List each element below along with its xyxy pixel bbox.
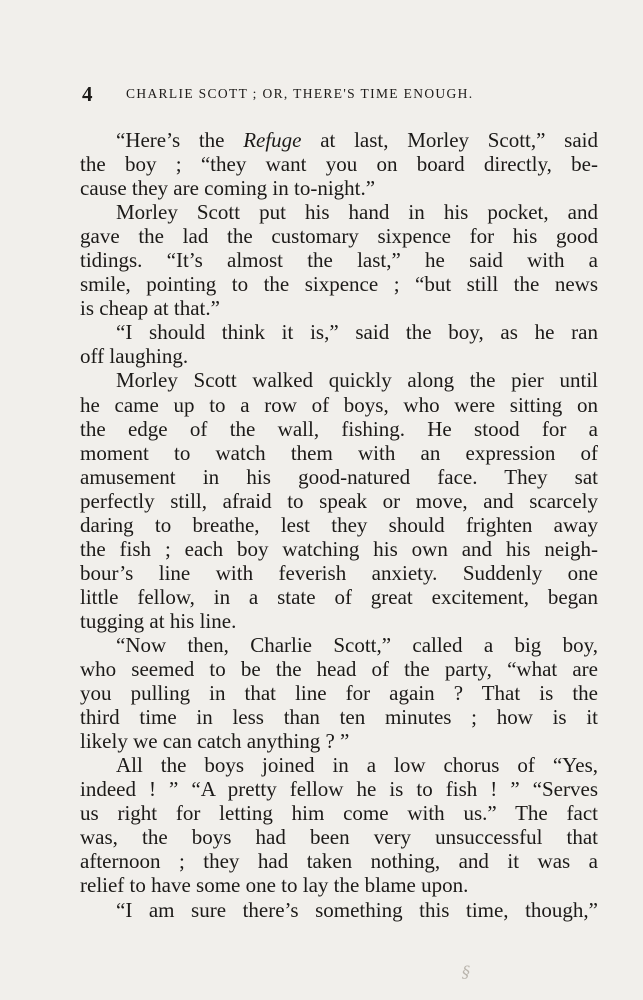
running-head: CHARLIE SCOTT ; OR, THERE'S TIME ENOUGH.	[126, 86, 474, 101]
text-line: “I should think it is,” said the boy, as he ran	[116, 320, 598, 345]
text-line: gave the lad the customary sixpence for his good	[80, 224, 598, 249]
text-line: the fish ; each boy watching his own and his neigh-	[80, 536, 598, 561]
text-line: who seemed to be the head of the party, “what are	[80, 657, 598, 682]
text-line: likely we can catch anything ? ”	[80, 729, 350, 754]
text-line: indeed ! ” “A pretty fellow he is to fish ! ” “Serves	[80, 777, 598, 802]
page-header	[82, 84, 602, 108]
text-line: you pulling in that line for again ? That is the	[80, 681, 598, 706]
text-line: Morley Scott put his hand in his pocket, and	[116, 200, 598, 225]
text-line: daring to breathe, lest they should frighten away	[80, 512, 598, 537]
text-line: the edge of the wall, fishing. He stood for a	[80, 416, 598, 441]
page-smudge-mark: §	[462, 962, 470, 981]
text-line: little fellow, in a state of great excitement, began	[80, 584, 598, 609]
text-line: amusement in his good-natured face. They sat	[80, 464, 598, 489]
text-line: “Now then, Charlie Scott,” called a big boy,	[116, 632, 598, 657]
text-line: off laughing.	[80, 344, 189, 369]
text-line: All the boys joined in a low chorus of “Yes,	[116, 753, 598, 778]
text-line: relief to have some one to lay the blame upon.	[80, 873, 469, 898]
text-line: tidings. “It’s almost the last,” he said with a	[80, 248, 598, 273]
text-line: he came up to a row of boys, who were sitting on	[80, 392, 598, 417]
text-line: “I am sure there’s something this time, though,”	[116, 897, 598, 922]
text-line: was, the boys had been very unsuccessful that	[80, 825, 598, 850]
text-line: us right for letting him come with us.” The fact	[80, 801, 598, 826]
text-line: tugging at his line.	[80, 608, 237, 633]
text-line: perfectly still, afraid to speak or move, and scarcely	[80, 488, 598, 513]
page-number: 4	[82, 82, 93, 106]
text-line: cause they are coming in to-night.”	[80, 176, 376, 201]
text-line: the boy ; “they want you on board directly, be-	[80, 152, 598, 177]
text-line: moment to watch them with an expression of	[80, 440, 598, 465]
text-line: afternoon ; they had taken nothing, and it was a	[80, 849, 598, 874]
text-line: third time in less than ten minutes ; how is it	[80, 705, 598, 730]
text-line: bour’s line with feverish anxiety. Suddenly one	[80, 560, 598, 585]
body-text	[80, 128, 598, 922]
text-line: is cheap at that.”	[80, 296, 220, 321]
text-line: smile, pointing to the sixpence ; “but still the news	[80, 272, 598, 297]
text-line: “Here’s the Refuge at last, Morley Scott,” said	[116, 128, 598, 152]
text-line: Morley Scott walked quickly along the pier until	[116, 368, 598, 393]
